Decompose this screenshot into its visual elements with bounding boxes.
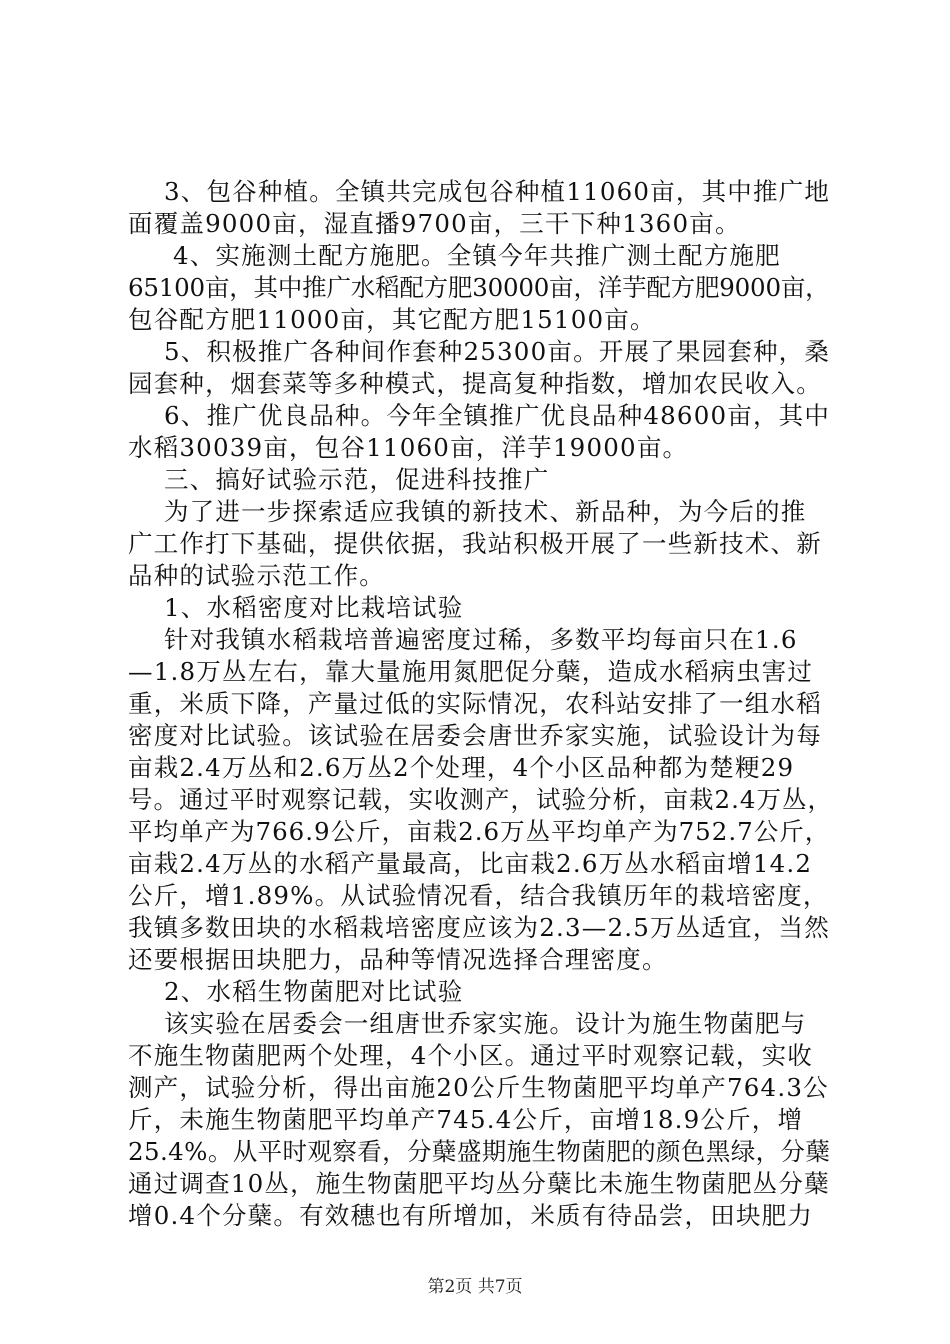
text-line: 5、积极推广各种间作套种25300亩。开展了果园套种，桑 (128, 337, 831, 366)
text-line: 为了进一步探索适应我镇的新技术、新品种，为今后的推 (128, 497, 807, 526)
text-line: 公斤，增1.89%。从试验情况看，结合我镇历年的栽培密度， (128, 881, 829, 910)
text-line: 包谷配方肥11000亩，其它配方肥15100亩。 (128, 305, 656, 334)
text-line: 重，米质下降，产量过低的实际情况，农科站安排了一组水稻 (128, 689, 822, 718)
text-line: 还要根据田块肥力，品种等情况选择合理密度。 (128, 945, 668, 974)
text-line: 增0.4个分蘖。有效穗也有所增加，米质有待品尝，田块肥力 (128, 1201, 814, 1230)
body-text (128, 176, 833, 1232)
text-line: 针对我镇水稻栽培普遍密度过稀，多数平均每亩只在1.6 (128, 625, 798, 654)
text-line: 园套种，烟套菜等多种模式，提高复种指数，增加农民收入。 (128, 369, 822, 398)
text-line: 水稻30039亩，包谷11060亩，洋芋19000亩。 (128, 433, 689, 462)
text-line: 亩栽2.4万丛和2.6万丛2个处理，4个小区品种都为楚粳29 (128, 753, 795, 782)
text-line: 6、推广优良品种。今年全镇推广优良品种48600亩，其中 (128, 401, 831, 430)
text-line: 密度对比试验。该试验在居委会唐世乔家实施，试验设计为每 (128, 721, 822, 750)
section-heading: 三、搞好试验示范，促进科技推广 (128, 465, 550, 494)
text-line: 65100亩，其中推广水稻配方肥30000亩，洋芋配方肥9000亩， (128, 273, 830, 302)
text-line: 面覆盖9000亩，湿直播9700亩，三干下种1360亩。 (128, 209, 741, 238)
text-line: 测产，试验分析，得出亩施20公斤生物菌肥平均单产764.3公 (128, 1073, 829, 1102)
page-footer: 第2页 共7页 (427, 1277, 523, 1297)
text-line: 3、包谷种植。全镇共完成包谷种植11060亩，其中推广地 (128, 177, 831, 206)
text-line: 号。通过平时观察记载，实收测产，试验分析，亩栽2.4万丛， (128, 785, 833, 814)
subsection-heading: 1、水稻密度对比栽培试验 (128, 593, 464, 622)
text-line: 斤，未施生物菌肥平均单产745.4公斤，亩增18.9公斤，增 (128, 1105, 804, 1134)
text-line: 广工作打下基础，提供依据，我站积极开展了一些新技术、新 (128, 529, 822, 558)
text-line: 品种的试验示范工作。 (128, 561, 385, 590)
text-line: —1.8万丛左右，靠大量施用氮肥促分蘖，造成水稻病虫害过 (128, 657, 814, 686)
text-line: 通过调查10丛，施生物菌肥平均丛分蘖比未施生物菌肥丛分蘖 (128, 1169, 830, 1198)
text-line: 25.4%。从平时观察看，分蘖盛期施生物菌肥的颜色黑绿，分蘖 (128, 1137, 831, 1166)
text-line: 亩栽2.4万丛的水稻产量最高，比亩栽2.6万丛水稻亩增14.2 (128, 849, 813, 878)
text-line: 不施生物菌肥两个处理，4个小区。通过平时观察记载，实收 (128, 1041, 813, 1070)
text-line: 我镇多数田块的水稻栽培密度应该为2.3—2.5万丛适宜，当然 (128, 913, 830, 942)
text-line: 4、实施测土配方施肥。全镇今年共推广测土配方施肥 (128, 241, 781, 270)
subsection-heading: 2、水稻生物菌肥对比试验 (128, 977, 464, 1006)
text-line: 平均单产为766.9公斤，亩栽2.6万丛平均单产为752.7公斤， (128, 817, 831, 846)
text-line: 该实验在居委会一组唐世乔家实施。设计为施生物菌肥与 (128, 1009, 807, 1038)
